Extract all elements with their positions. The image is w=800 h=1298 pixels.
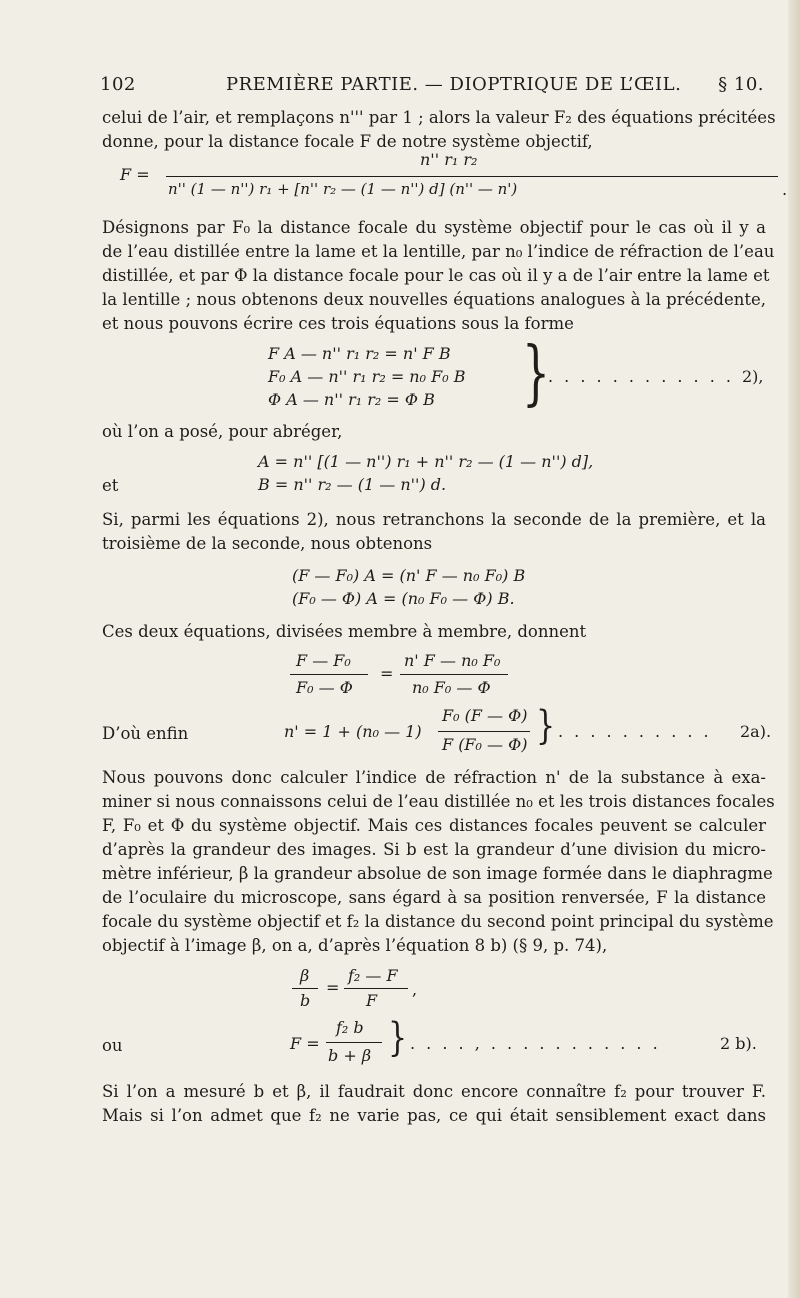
eq1-fraction-bar [166, 176, 778, 177]
final-brace: } [536, 703, 556, 750]
para3-line-1: Si, parmi les équations 2), nous retranchons la seconde de la première, et la [102, 510, 766, 529]
ou-brace: } [388, 1015, 408, 1062]
para5-line-3: F, F₀ et Φ du système objectif. Mais ces distances focales peuvent se calculer [102, 816, 766, 835]
pose-line: où l’on a posé, pour abréger, [102, 422, 343, 441]
page-header [100, 74, 764, 100]
eq1-lhs: F = [120, 165, 150, 184]
ou-denominator: b + β [328, 1046, 372, 1065]
ratio-den-right: n₀ F₀ — Φ [412, 678, 491, 697]
system2-brace: } [522, 332, 550, 414]
para6-line-1: Si l’on a mesuré b et β, il faudrait donc encore connaître f₂ pour trouver F. [102, 1082, 766, 1101]
beta-equals: = [326, 978, 340, 997]
para2-line-1: Désignons par F₀ la distance focale du système objectif pour le cas où il y a [102, 218, 766, 237]
system2-label: 2), [742, 367, 764, 386]
final-label: 2a). [740, 722, 772, 741]
final-fraction-bar [438, 731, 530, 732]
system2-row-1: F A — n'' r₁ r₂ = n' F B [268, 344, 451, 363]
eq1-denominator: n'' (1 — n'') r₁ + [n'' r₂ — (1 — n'') d] (n'' — n') [168, 180, 518, 198]
ratio-bar-right [400, 674, 508, 675]
diff-row-1: (F — F₀) A = (n' F — n₀ F₀) B [292, 566, 526, 585]
beta-num-right: f₂ — F [348, 966, 398, 985]
para5-line-1: Nous pouvons donc calculer l’indice de réfraction n' de la substance à exa- [102, 768, 766, 787]
running-title: PREMIÈRE PARTIE. — DIOPTRIQUE DE L’ŒIL. [226, 74, 682, 95]
para5-line-2: miner si nous connaissons celui de l’eau distillée n₀ et les trois distances focales [102, 792, 775, 811]
def-a: A = n'' [(1 — n'') r₁ + n'' r₂ — (1 — n'') d], [258, 452, 594, 471]
beta-bar-right [344, 988, 408, 989]
ratio-den-left: F₀ — Φ [296, 678, 353, 697]
para4-line: Ces deux équations, divisées membre à membre, donnent [102, 622, 587, 641]
ou-numerator: f₂ b [336, 1018, 364, 1037]
section-number: § 10. [718, 74, 764, 95]
para2-line-2: de l’eau distillée entre la lame et la lentille, par n₀ l’indice de réfraction de l’eau [102, 242, 775, 261]
ratio-bar-left [290, 674, 368, 675]
ou-dots: . . . . , . . . . . . . . . . . [410, 1034, 661, 1053]
ou-lhs: F = [290, 1034, 320, 1053]
final-dots: . . . . . . . . . . [558, 722, 712, 741]
beta-num-left: β [300, 966, 310, 985]
para6-line-2: Mais si l’on admet que f₂ ne varie pas, ce qui était sensiblement exact dans [102, 1106, 766, 1125]
final-denominator: F (F₀ — Φ) [442, 735, 528, 754]
para5-line-8: objectif à l’image β, on a, d’après l’équation 8 b) (§ 9, p. 74), [102, 936, 608, 955]
para3-line-2: troisième de la seconde, nous obtenons [102, 534, 433, 553]
para5-line-4: d’après la grandeur des images. Si b est la grandeur d’une division du micro- [102, 840, 766, 859]
eq1-numerator: n'' r₁ r₂ [420, 150, 478, 169]
def-b: B = n'' r₂ — (1 — n'') d. [258, 475, 447, 494]
ratio-num-right: n' F — n₀ F₀ [404, 651, 501, 670]
intro-line-2: donne, pour la distance focale F de notre système objectif, [102, 132, 593, 151]
para5-line-6: de l’oculaire du microscope, sans égard à sa position renversée, F la distance [102, 888, 766, 907]
final-lead: D’où enfin [102, 724, 189, 743]
system2-row-3: Φ A — n'' r₁ r₂ = Φ B [268, 390, 435, 409]
beta-bar-left [292, 988, 318, 989]
system2-row-2: F₀ A — n'' r₁ r₂ = n₀ F₀ B [268, 367, 466, 386]
ou-fraction-bar [326, 1042, 382, 1043]
ratio-equals: = [380, 664, 394, 683]
beta-den-right: F [366, 991, 378, 1010]
page-number: 102 [100, 74, 136, 95]
para2-line-4: la lentille ; nous obtenons deux nouvelles équations analogues à la précédente, [102, 290, 766, 309]
ou-lead: ou [102, 1036, 123, 1055]
intro-line-1: celui de l’air, et remplaçons n''' par 1 ; alors la valeur F₂ des équations précitées [102, 108, 776, 127]
beta-end: , [412, 980, 418, 999]
system2-dots: . . . . . . . . . . . . [548, 367, 734, 386]
ou-label: 2 b). [720, 1034, 757, 1053]
eq1-end: . [782, 180, 788, 199]
diff-row-2: (F₀ — Φ) A = (n₀ F₀ — Φ) B. [292, 589, 515, 608]
para5-line-5: mètre inférieur, β la grandeur absolue de son image formée dans le diaphragme [102, 864, 773, 883]
page-edge-shadow [788, 0, 800, 1298]
para5-line-7: focale du système objectif et f₂ la distance du second point principal du système [102, 912, 774, 931]
final-lhs: n' = 1 + (n₀ — 1) [284, 722, 422, 741]
para2-line-5: et nous pouvons écrire ces trois équations sous la forme [102, 314, 574, 333]
para2-line-3: distillée, et par Φ la distance focale pour le cas où il y a de l’air entre la lame et [102, 266, 770, 285]
ratio-num-left: F — F₀ [296, 651, 351, 670]
beta-den-left: b [300, 991, 311, 1010]
final-numerator: F₀ (F — Φ) [442, 706, 528, 725]
def-et: et [102, 476, 119, 495]
